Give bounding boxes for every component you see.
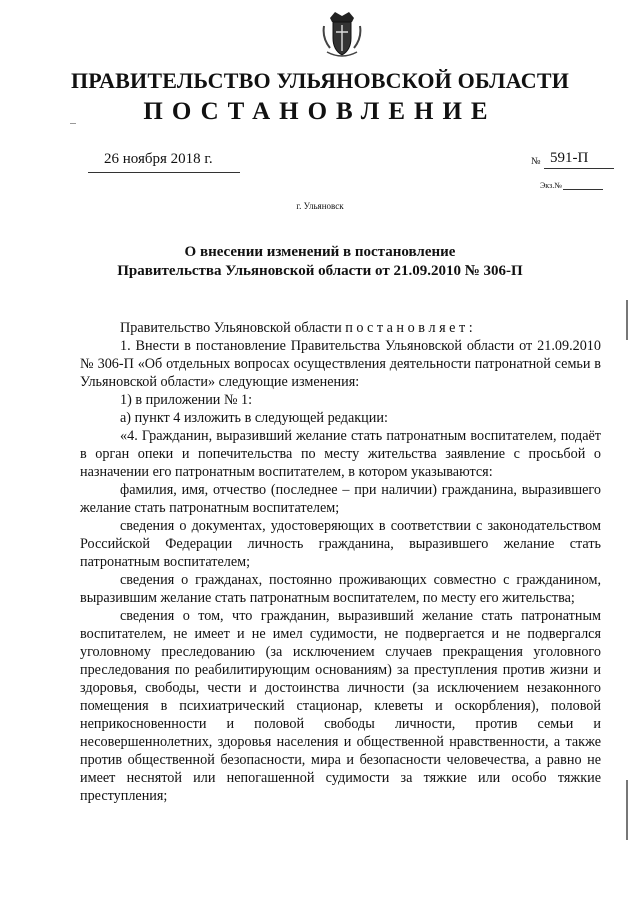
paragraph-subitem-1: 1) в приложении № 1: bbox=[120, 392, 253, 408]
city-name: г. Ульяновск bbox=[296, 201, 344, 211]
coat-of-arms-emblem bbox=[322, 8, 362, 60]
number-underline bbox=[544, 168, 614, 169]
paragraph-item-1: 1. Внести в постановление Правительства Ульяновской области от 21.09.2010 № 306-П «Об отдельных вопросах осуществления деятельности патронатной семьи в Ульяновской области» следующие изменения: bbox=[80, 338, 601, 390]
paragraph-documents: сведения о документах, удостоверяющих в соответствии с законодательством Российской Федерации личность гражданина, выразившего желание стать патронатным воспитателем; bbox=[80, 518, 601, 570]
scan-edge-mark bbox=[626, 780, 628, 840]
paragraph-subitem-a: а) пункт 4 изложить в следующей редакции: bbox=[120, 410, 388, 426]
subject-line-1: О внесении изменений в постановление bbox=[184, 244, 456, 260]
copy-number-label: Экз.№ bbox=[540, 181, 562, 190]
subject-line-2: Правительства Ульяновской области от 21.09.2010 № 306-П bbox=[117, 263, 523, 279]
document-number: 591-П bbox=[550, 150, 589, 166]
document-date: 26 ноября 2018 г. bbox=[104, 151, 213, 167]
date-underline bbox=[88, 172, 240, 173]
paragraph-full-name: фамилия, имя, отчество (последнее – при наличии) гражданина, выразившего желание стать патронатным воспитателем; bbox=[80, 482, 601, 516]
paragraph-point-4: «4. Гражданин, выразивший желание стать патронатным воспитателем, подаёт в орган опеки и попечительства по месту жительства заявление с просьбой о назначении его патронатным воспитателем, в котором указываются: bbox=[80, 428, 601, 480]
government-title: ПРАВИТЕЛЬСТВО УЛЬЯНОВСКОЙ ОБЛАСТИ bbox=[70, 68, 570, 93]
document-type-title: ПОСТАНОВЛЕНИЕ bbox=[143, 98, 497, 125]
copy-number-underline bbox=[563, 189, 603, 190]
document-body bbox=[80, 319, 601, 805]
paragraph-cohabitants: сведения о гражданах, постоянно проживающих совместно с гражданином, выразившим желание стать патронатным воспитателем, по месту его жительства; bbox=[80, 572, 601, 606]
paragraph-criminal-record: сведения о том, что гражданин, выразивший желание стать патронатным воспитателем, не имеет и не имел судимости, не подвергается и не подвергался уголовному преследованию (за исключением случаев прекращения уголовного преследования по реабилитирующим основаниям) за преступления против жизни и здоровья, свободы, чести и достоинства личности (за исключением незаконного помещения в психиатрический стационар, клеветы и оскорбления), половой неприкосновенности и половой свободы личности, против семьи и несовершеннолетних, здоровья населения и общественной нравственности, а также против общественной безопасности, мира и безопасности человечества, а равно не имеет неснятой или непогашенной судимости за тяжкие или особо тяжкие преступления; bbox=[80, 608, 601, 804]
number-label: № bbox=[531, 156, 541, 167]
margin-mark bbox=[70, 123, 76, 124]
paragraph-decree: Правительство Ульяновской области п о с т а н о в л я е т : bbox=[120, 320, 473, 336]
document-subject bbox=[0, 243, 640, 281]
scan-edge-mark bbox=[626, 300, 628, 340]
